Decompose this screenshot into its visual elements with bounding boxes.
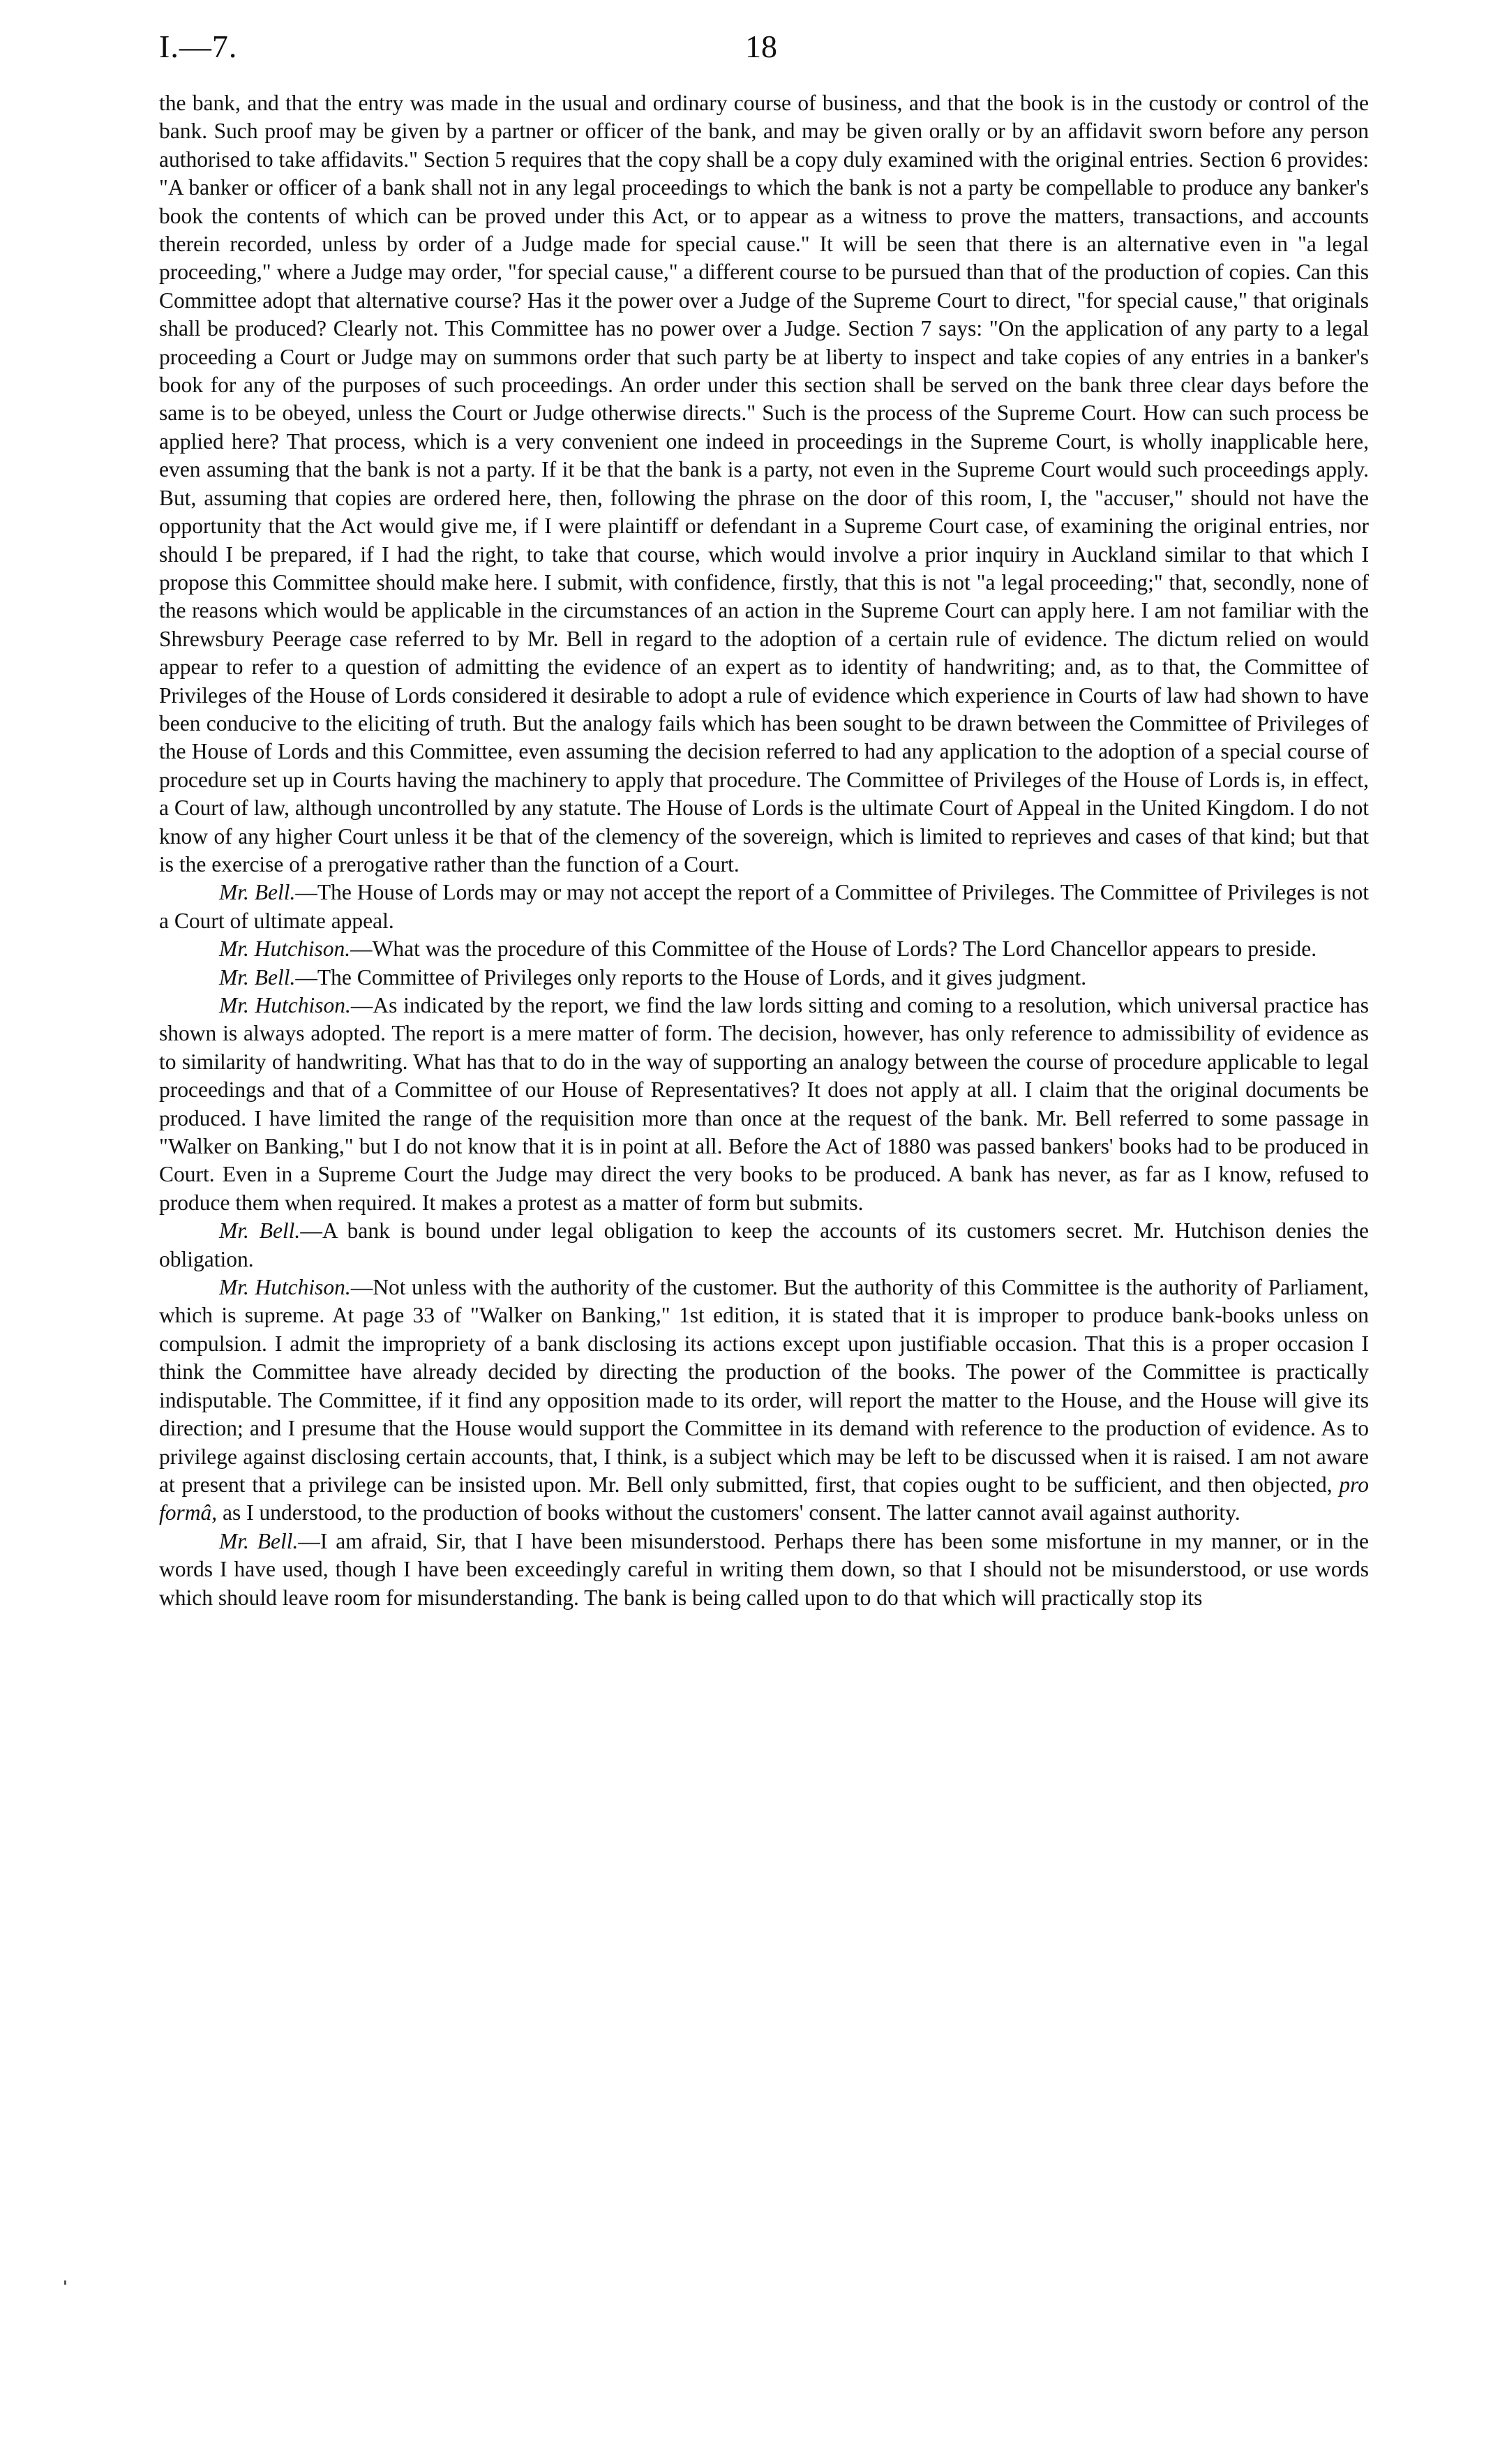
paragraph-text: —A bank is bound under legal obligation to keep the accounts of its customers secret. Mr. Hutchison denies the obligation. [159, 1218, 1370, 1271]
paragraph-bell-4 [159, 1528, 1369, 1612]
speaker-name: Mr. Bell. [219, 880, 296, 905]
speaker-name: Mr. Bell. [219, 964, 296, 990]
speaker-name: Mr. Hutchison. [219, 936, 351, 962]
margin-mark [64, 2280, 66, 2285]
page-number: 18 [745, 29, 777, 64]
paragraph-text: —Not unless with the authority of the customer. But the authority of this Committee is the authority of Parliament, which is supreme. At page 33 of "Walker on Banking," 1st edition, it is stated that it is improper to produce bank-books unless on compulsion. I admit the impropriety of a bank disclosing its actions except upon justifiable occasion. That this is a proper occasion I think the Committee have already decided by directing the production of the books. The power of the Committee is practically indisputable. The Committee, if it find any opposition made to its order, will report the matter to the House, and the House will give its direction; and I presume that the House would support the Committee in its demand with reference to the production of evidence. As to privilege against disclosing certain accounts, that, I think, is a subject which may be left to be discussed when it is raised. I am not aware at present that a privilege can be insisted upon. Mr. Bell only submitted, first, that copies ought to be sufficient, and then objected, [159, 1275, 1370, 1497]
paragraph-bell-2 [159, 964, 1369, 992]
paragraph-bell-1 [159, 879, 1369, 935]
document-body [159, 89, 1369, 1612]
paragraph-text: —The Committee of Privileges only reports to the House of Lords, and it gives judgment. [295, 964, 1087, 990]
paragraph-text: —The House of Lords may or may not accept the report of a Committee of Privileges. The Committee of Privileges is not a Court of ultimate appeal. [159, 880, 1369, 933]
paragraph-text: the bank, and that the entry was made in the usual and ordinary course of business, and that the book is in the custody or control of the bank. Such proof may be given by a partner or officer of the bank, and may be given orally or by an affidavit sworn before any person authorised to take affidavits." Section 5 requires that the copy shall be a copy duly examined with the original entries. Section 6 provides: "A banker or officer of a bank shall not in any legal proceedings to which the bank is not a party be compellable to produce any banker's book the contents of which can be proved under this Act, or to appear as a witness to prove the matters, transactions, and accounts therein recorded, unless by order of a Judge made for special cause." It will be seen that there is an alternative even in "a legal proceeding," where a Judge may order, "for special cause," a different course to be pursued than that of the production of copies. Can this Committee adopt that alternative course? Has it the power over a Judge of the Supreme Court to direct, "for special cause," that originals shall be produced? Clearly not. This Committee has no power over a Judge. Section 7 says: "On the application of any party to a legal proceeding a Court or Judge may on summons order that such party be at liberty to inspect and take copies of any entries in a banker's book for any of the purposes of such proceedings. An order under this section shall be served on the bank three clear days before the same is to be obeyed, unless the Court or Judge otherwise directs." Such is the process of the Supreme Court. How can such process be applied here? That process, which is a very convenient one indeed in proceedings in the Supreme Court, is wholly inapplicable here, even assuming that the bank is not a party. If it be that the bank is a party, not even in the Supreme Court would such proceedings apply. But, assuming that copies are ordered here, then, following the phrase on the door of this room, I, the "accuser," should not have the opportunity that the Act would give me, if I were plaintiff or defendant in a Supreme Court case, of examining the original entries, nor should I be prepared, if I had the right, to take that course, which would involve a prior inquiry in Auckland similar to that which I propose this Committee should make here. I submit, with confidence, firstly, that this is not "a legal proceeding;" that, secondly, none of the reasons which would be applicable in the circumstances of an action in the Supreme Court can apply here. I am not familiar with the Shrewsbury Peerage case referred to by Mr. Bell in regard to the adoption of a certain rule of evidence. The dictum relied on would appear to refer to a question of admitting the evidence of an expert as to identity of handwriting; and, as to that, the Committee of Privileges of the House of Lords considered it desirable to adopt a rule of evidence which experience in Courts of law had shown to have been conducive to the eliciting of truth. But the analogy fails which has been sought to be drawn between the Committee of Privileges of the House of Lords and this Committee, even assuming the decision referred to had any application to the adoption of a special course of procedure set up in Courts having the machinery to apply that procedure. The Committee of Privileges of the House of Lords is, in effect, a Court of law, although uncontrolled by any statute. The House of Lords is the ultimate Court of Appeal in the United Kingdom. I do not know of any higher Court unless it be that of the clemency of the sovereign, which is limited to reprieves and cases of that kind; but that is the exercise of a prerogative rather than the function of a Court. [159, 91, 1369, 876]
paragraph-bell-3 [159, 1217, 1369, 1274]
paragraph-opening [159, 89, 1369, 879]
paragraph-text: —I am afraid, Sir, that I have been misunderstood. Perhaps there has been some misfortune in my manner, or in the words I have used, though I have been exceedingly careful in writing them down, so that I should not be misunderstood, or use words which should leave room for misunderstanding. The bank is being called upon to do that which will practically stop its [159, 1528, 1369, 1610]
paragraph-text-continued: as I understood, to the production of books without the customers' consent. The latter cannot avail against authority. [223, 1500, 1240, 1525]
speaker-name: Mr. Bell. [219, 1218, 301, 1244]
page-reference: I.—7. [159, 29, 238, 64]
speaker-name: Mr. Bell. [219, 1528, 299, 1553]
paragraph-text: —What was the procedure of this Committee of the House of Lords? The Lord Chancellor appears to preside. [350, 936, 1317, 962]
paragraph-hutchison-1 [159, 935, 1369, 963]
italic-phrase: pro formâ, [159, 1472, 1369, 1525]
paragraph-hutchison-3 [159, 1274, 1369, 1528]
speaker-name: Mr. Hutchison. [219, 1275, 351, 1300]
speaker-name: Mr. Hutchison. [219, 993, 351, 1017]
paragraph-hutchison-2 [159, 992, 1369, 1217]
paragraph-text: —As indicated by the report, we find the law lords sitting and coming to a resolution, which universal practice has shown is always adopted. The report is a mere matter of form. The decision, however, has only reference to admissibility of evidence as to similarity of handwriting. What has that to do in the way of supporting an analogy between the course of procedure applicable to legal proceedings and that of a Committee of our House of Representatives? It does not apply at all. I claim that the original documents be produced. I have limited the range of the requisition more than once at the request of the bank. Mr. Bell referred to some passage in "Walker on Banking," but I do not know that it is in point at all. Before the Act of 1880 was passed bankers' books had to be produced in Court. Even in a Supreme Court the Judge may direct the very books to be produced. A bank has never, as far as I know, refused to produce them when required. It makes a protest as a matter of form but submits. [159, 993, 1369, 1215]
page-header [159, 28, 1360, 70]
